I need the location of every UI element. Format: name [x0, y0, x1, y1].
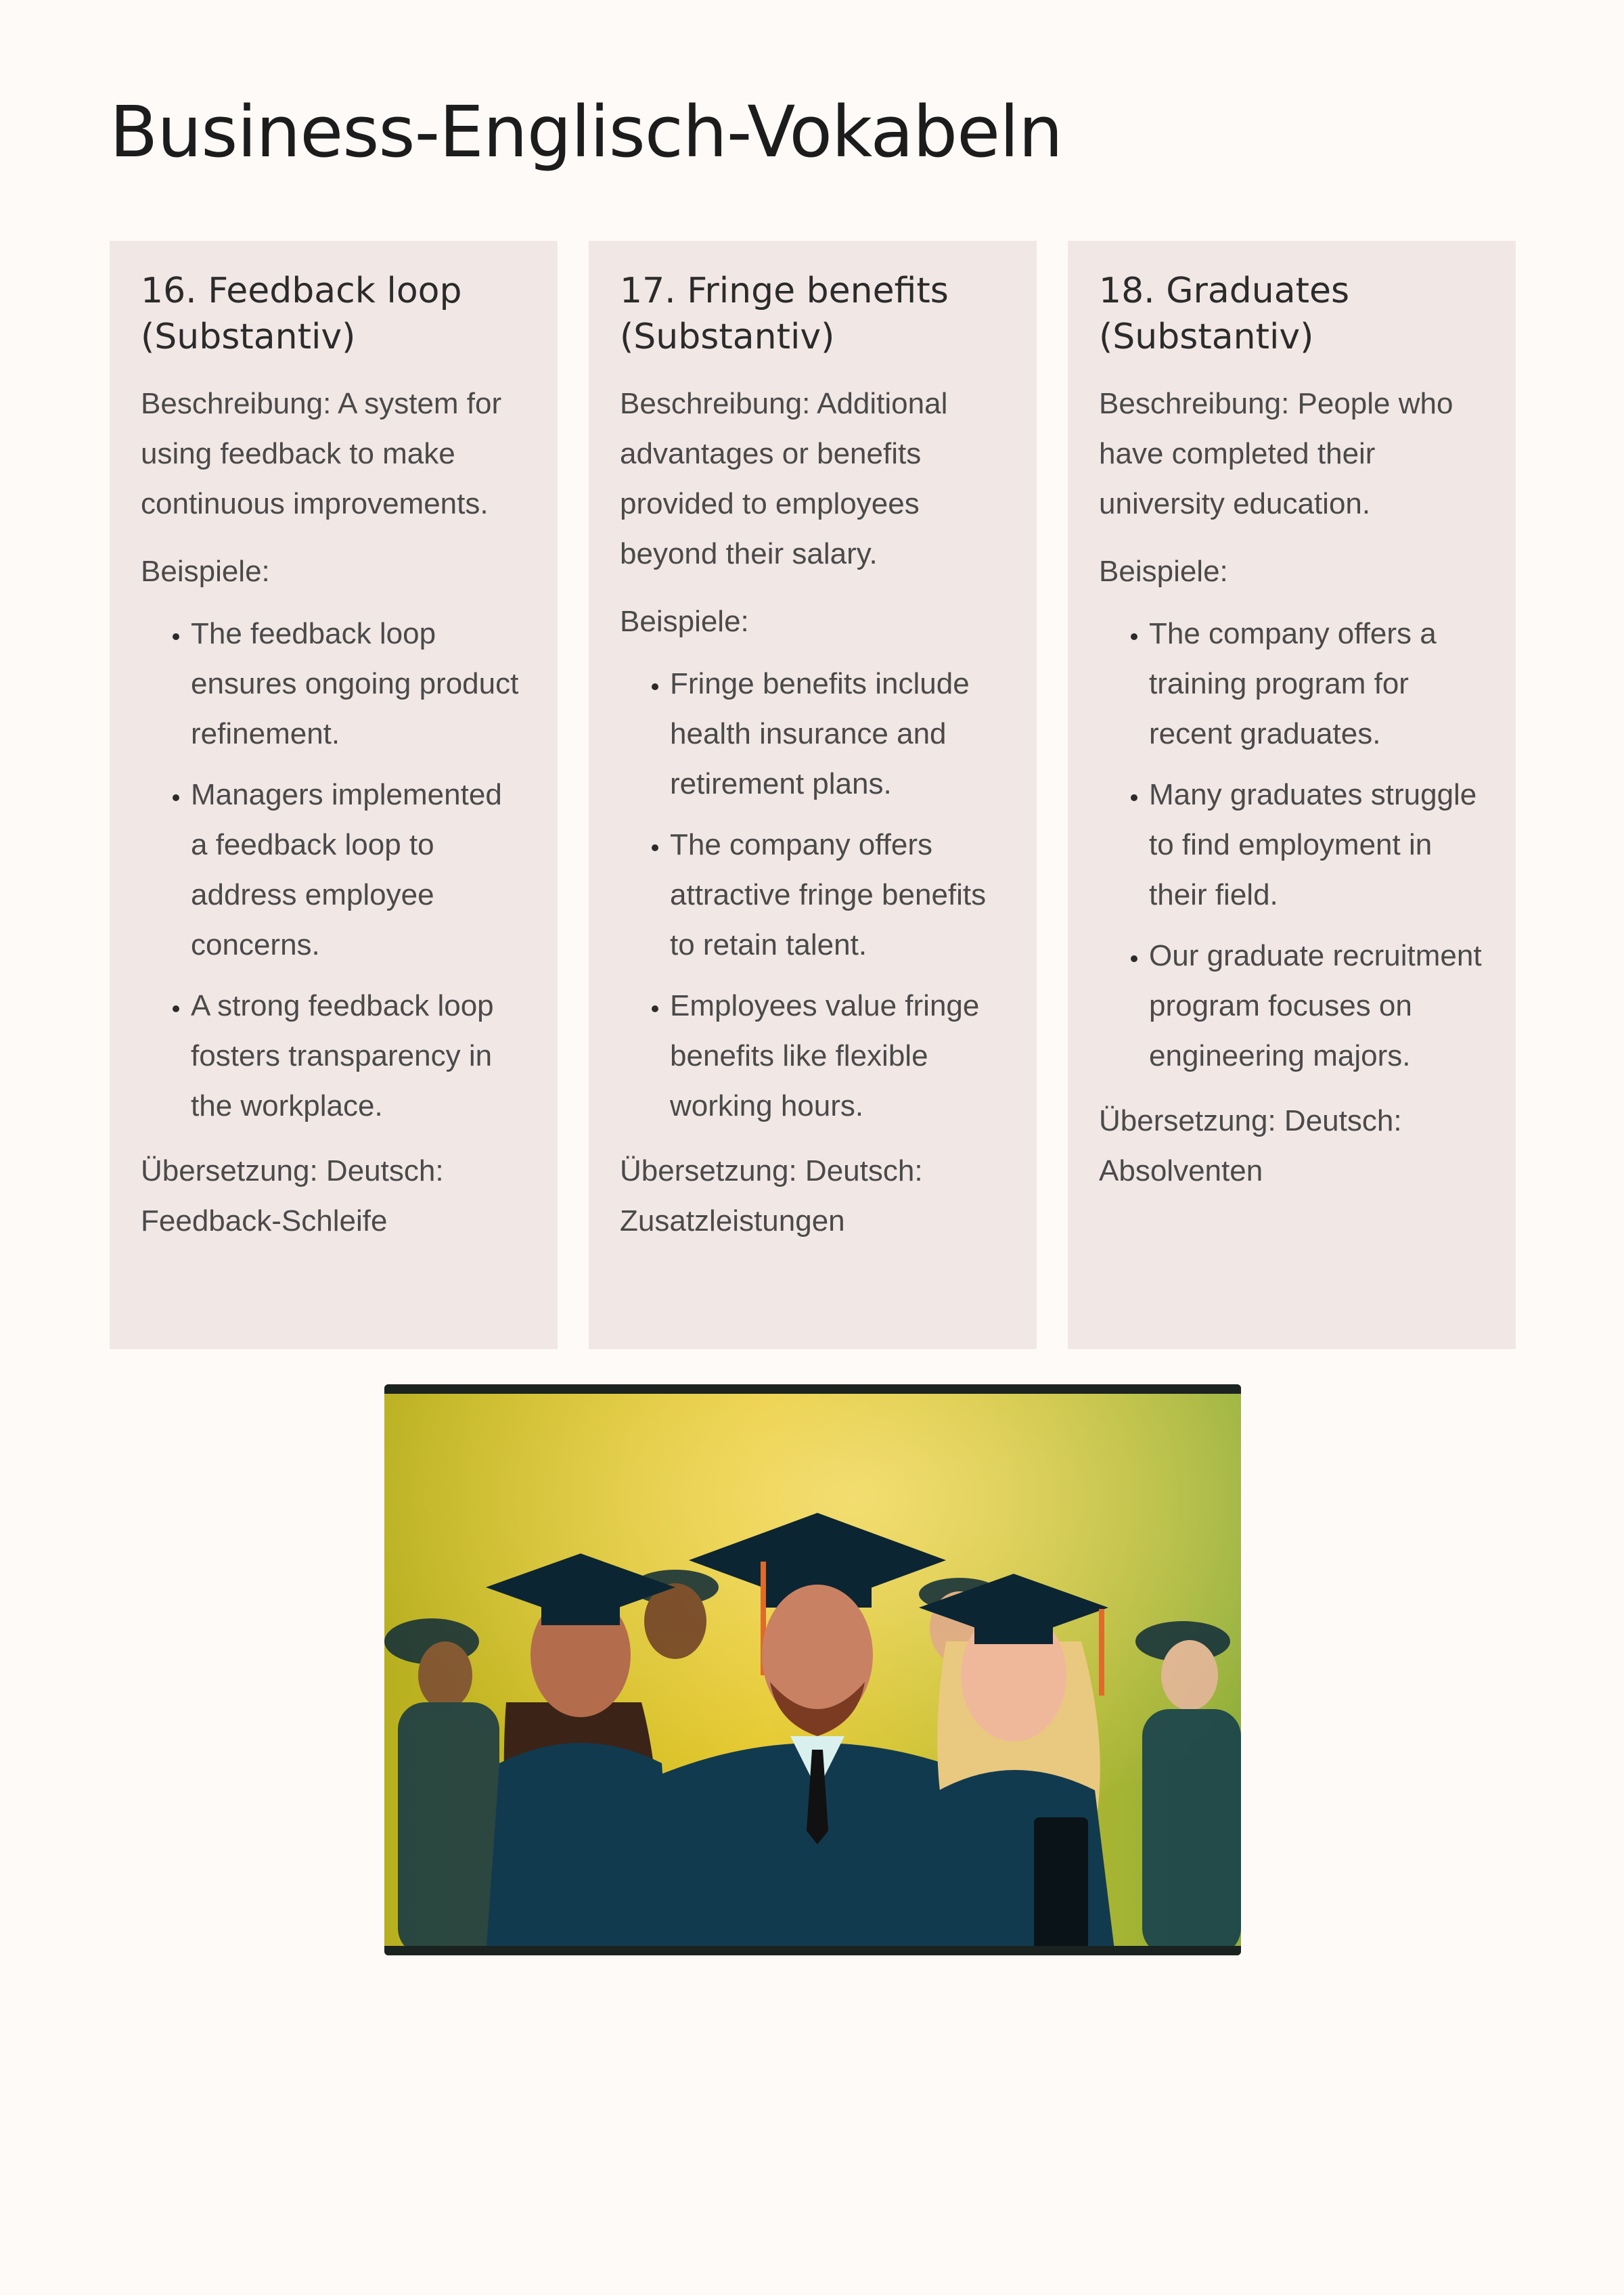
example-item: • Our graduate recruitment program focuses on engineering majors. [1149, 931, 1485, 1081]
vocab-card-feedback-loop [110, 241, 558, 1349]
example-item: • A strong feedback loop fosters transparency in the workplace. [191, 981, 526, 1131]
example-item: • The feedback loop ensures ongoing product refinement. [191, 609, 526, 759]
example-item: • The company offers attractive fringe benefits to retain talent. [670, 820, 1006, 970]
example-item: • Employees value fringe benefits like flexible working hours. [670, 981, 1006, 1131]
card-translation: Übersetzung: Deutsch: Absolventen [1099, 1104, 1402, 1187]
graduates-illustration [384, 1384, 1241, 1955]
card-title: 16. Feedback loop (Substantiv) [141, 271, 462, 357]
example-item: • The company offers a training program for recent graduates. [1149, 609, 1485, 759]
examples-label: Beispiele: [1099, 555, 1228, 588]
page-title: Business-Englisch-Vokabeln [110, 91, 1062, 173]
example-item: • Fringe benefits include health insurance and retirement plans. [670, 659, 1006, 809]
vocab-card-graduates [1068, 241, 1516, 1349]
card-translation: Übersetzung: Deutsch: Feedback-Schleife [141, 1154, 444, 1237]
examples-list [620, 659, 1006, 1131]
card-description: Beschreibung: Additional advantages or benefits provided to employees beyond their salary. [620, 387, 948, 570]
card-title: 18. Graduates (Substantiv) [1099, 271, 1350, 357]
example-item: • Managers implemented a feedback loop to address employee concerns. [191, 770, 526, 970]
card-description: Beschreibung: A system for using feedback to make continuous improvements. [141, 387, 502, 520]
examples-list [141, 609, 526, 1131]
card-title: 17. Fringe benefits (Substantiv) [620, 271, 949, 357]
examples-label: Beispiele: [620, 605, 749, 638]
vocab-card-fringe-benefits [589, 241, 1037, 1349]
examples-list [1099, 609, 1485, 1081]
graduates-illustration-svg [384, 1384, 1241, 1955]
examples-label: Beispiele: [141, 555, 270, 588]
example-item: • Many graduates struggle to find employment in their field. [1149, 770, 1485, 920]
card-description: Beschreibung: People who have completed their university education. [1099, 387, 1453, 520]
card-translation: Übersetzung: Deutsch: Zusatzleistungen [620, 1154, 923, 1237]
vocabulary-cards [110, 241, 1516, 1349]
